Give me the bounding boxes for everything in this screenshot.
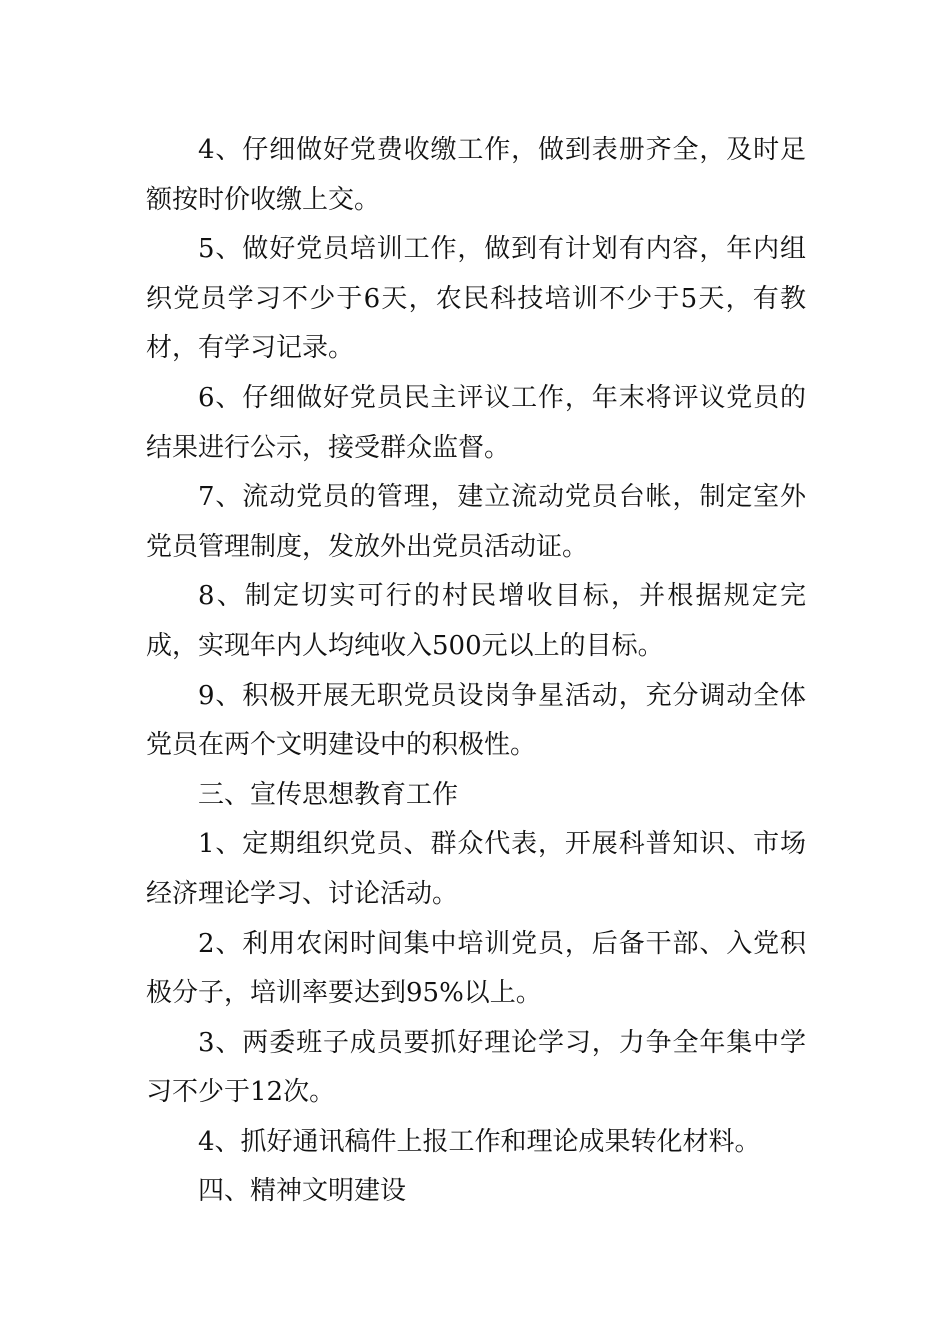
paragraph-reporting: 4、抓好通讯稿件上报工作和理论成果转化材料。 [198, 1126, 761, 1157]
paragraph-income-target: 8、制定切实可行的村民增收目标，并根据规定完成，实现年内人均纯收入500元以上的目标。 [146, 581, 806, 661]
document-page [146, 126, 806, 1217]
paragraph-mobile-members: 7、流动党员的管理，建立流动党员台帐，制定室外党员管理制度，发放外出党员活动证。 [146, 482, 806, 562]
paragraph-theory-study: 3、两委班子成员要抓好理论学习，力争全年集中学习不少于12次。 [146, 1027, 806, 1108]
paragraph-party-fees: 4、仔细做好党费收缴工作，做到表册齐全，及时足额按时价收缴上交。 [146, 135, 806, 215]
paragraph-democratic-review: 6、仔细做好党员民主评议工作，年末将评议党员的结果进行公示，接受群众监督。 [146, 382, 806, 463]
section-heading-civilization: 四、精神文明建设 [198, 1176, 407, 1207]
section-heading-propaganda: 三、宣传思想教育工作 [198, 779, 459, 810]
paragraph-member-training: 5、做好党员培训工作，做到有计划有内容，年内组织党员学习不少于6天，农民科技培训不少于5天，有教材，有学习记录。 [146, 234, 806, 364]
paragraph-science-study: 1、定期组织党员、群众代表，开展科普知识、市场经济理论学习、讨论活动。 [146, 829, 806, 909]
paragraph-star-activity: 9、积极开展无职党员设岗争星活动，充分调动全体党员在两个文明建设中的积极性。 [146, 680, 806, 761]
paragraph-slack-season-training: 2、利用农闲时间集中培训党员，后备干部、入党积极分子，培训率要达到95%以上。 [146, 928, 806, 1009]
